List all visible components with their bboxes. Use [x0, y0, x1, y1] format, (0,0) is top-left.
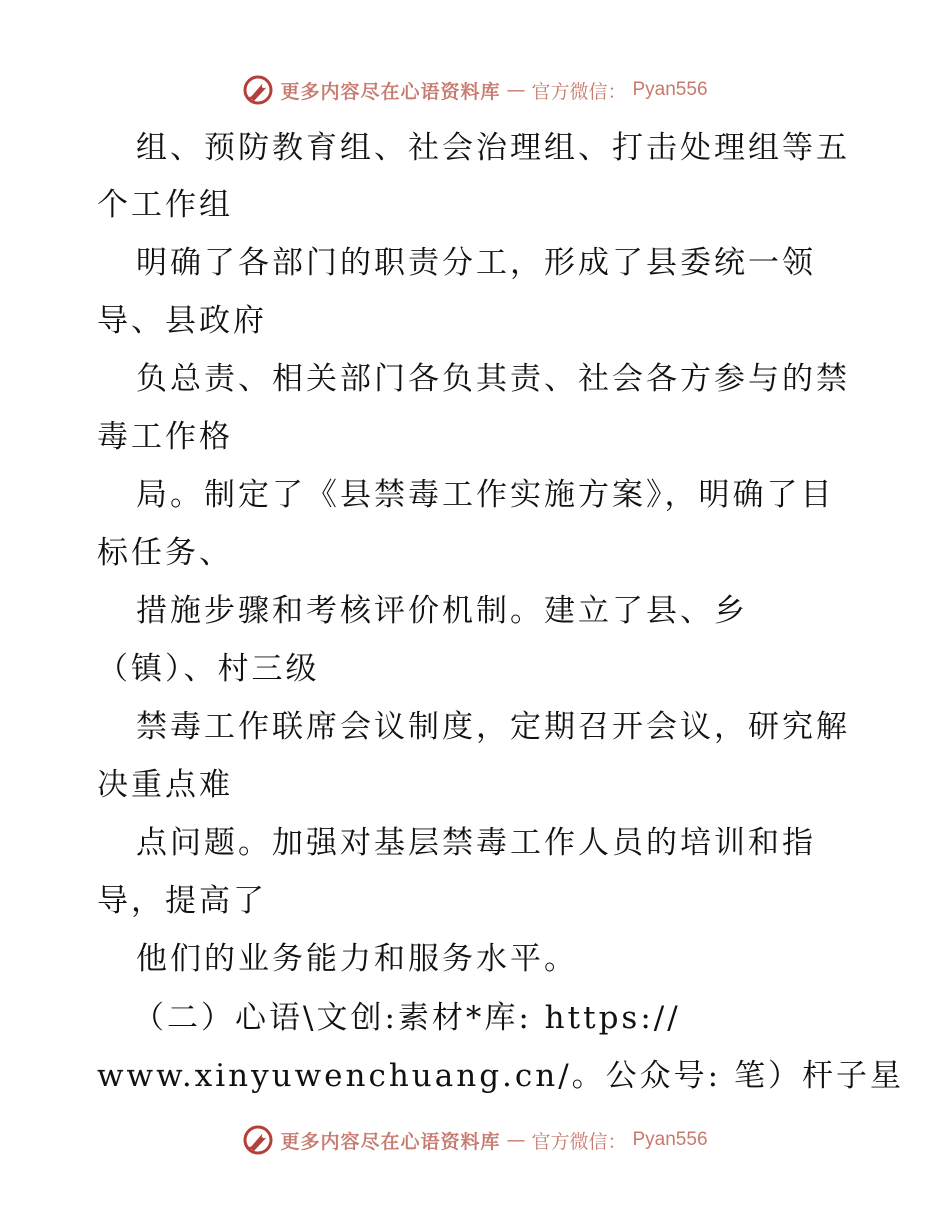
- header-banner: [0, 70, 950, 110]
- body-line: www.xinyuwenchuang.cn/。公众号: 笔）杆子星: [97, 1058, 904, 1094]
- banner-wechat-label: 官方微信：: [531, 1130, 627, 1153]
- banner-dash: —: [506, 1129, 526, 1151]
- footer-banner: [0, 1120, 950, 1160]
- body-line: 标任务、: [97, 535, 233, 571]
- body-line: 禁毒工作联席会议制度，定期召开会议，研究解: [136, 709, 850, 745]
- body-line: 毒工作格: [97, 419, 233, 455]
- body-line: 点问题。加强对基层禁毒工作人员的培训和指: [136, 825, 816, 861]
- banner-brand-text: 更多内容尽在心语资料库: [280, 1130, 501, 1153]
- body-line: 决重点难: [97, 767, 233, 803]
- banner-wechat-id: Pyan556: [632, 1129, 708, 1150]
- body-line: 措施步骤和考核评价机制。建立了县、乡: [136, 593, 748, 629]
- body-line: 导、县政府: [97, 303, 267, 339]
- body-line: 导，提高了: [97, 883, 267, 919]
- body-line: （二）心语\文创:素材*库: https://: [133, 1000, 681, 1036]
- body-line: 个工作组: [97, 187, 233, 223]
- pen-logo-icon: [242, 1124, 274, 1156]
- body-line: 明确了各部门的职责分工，形成了县委统一领: [136, 245, 816, 281]
- banner-dash: —: [506, 79, 526, 101]
- body-line: 负总责、相关部门各负其责、社会各方参与的禁: [136, 361, 850, 397]
- banner-wechat-label: 官方微信：: [531, 80, 627, 103]
- body-line: 局。制定了《县禁毒工作实施方案》，明确了目: [136, 477, 835, 513]
- body-line: （镇）、村三级: [97, 651, 320, 687]
- banner-wechat-id: Pyan556: [632, 79, 708, 100]
- banner-brand-text: 更多内容尽在心语资料库: [280, 80, 501, 103]
- body-line: 组、预防教育组、社会治理组、打击处理组等五: [136, 130, 850, 166]
- body-line: 他们的业务能力和服务水平。: [136, 941, 578, 977]
- pen-logo-icon: [242, 74, 274, 106]
